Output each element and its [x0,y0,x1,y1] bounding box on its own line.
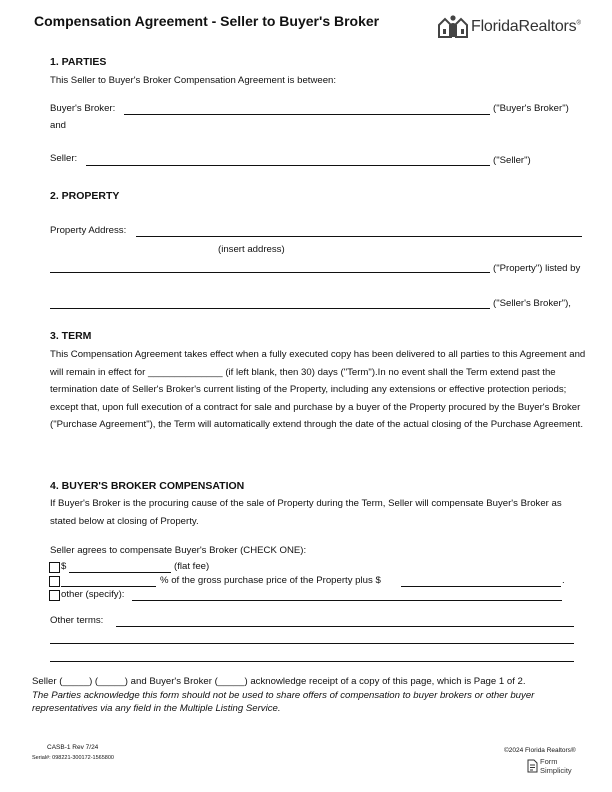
insert-address-hint: (insert address) [218,244,285,255]
buyers-broker-label: Buyer's Broker: [50,103,116,114]
check-one-instructions: Seller agrees to compensate Buyer's Broker (CHECK ONE): [50,545,307,556]
sellers-broker-suffix: ("Seller's Broker"), [493,298,571,309]
plus-amount-field[interactable] [401,586,561,587]
flat-fee-dollar: $ [61,561,67,572]
acknowledgment-line: Seller (_____) (_____) and Buyer's Broker (_____) acknowledge receipt of a copy of this page, which is Page 1 of 2. [32,676,526,687]
section-compensation-heading: 4. BUYER'S BROKER COMPENSATION [50,480,245,492]
property-address-field[interactable] [136,236,582,237]
logo-wordmark: FloridaRealtors [471,18,577,35]
parties-intro: This Seller to Buyer's Broker Compensation Agreement is between: [50,75,337,86]
form-simplicity-simplicity: Simplicity [540,766,572,775]
term-paragraph [50,346,590,434]
form-id: CASB-1 Rev 7/24 [47,744,99,751]
section-parties-heading: 1. PARTIES [50,56,107,68]
term-text-a: This Compensation Agreement takes effect when a fully executed copy has been delivered to all parties to this Agreement and will remain in effect for [50,349,586,378]
percentage-field[interactable] [61,586,156,587]
seller-suffix: ("Seller") [493,155,531,166]
buyers-broker-field[interactable] [124,114,490,115]
flat-fee-label: (flat fee) [174,561,210,572]
buyers-broker-suffix: ("Buyer's Broker") [493,103,569,114]
other-terms-line-3[interactable] [50,661,574,662]
seller-label: Seller: [50,153,78,164]
flat-fee-amount-field[interactable] [69,572,171,573]
property-suffix: ("Property") listed by [493,263,581,274]
term-text-b: (if left blank, then 30) days ("Term").In no event shall the Term extend past the termination date of Seller's Broker's current listing of the Property, including any extensions or effective protection periods; except that, upon full execution of a contract for sale and purchase by a buyer of the Property procured by the Buyer's Broker ("Purchase Agreement"), the Term will automatically extend through the date of the actual closing of the Purchase Agreement. [50,366,583,430]
flat-fee-checkbox[interactable] [49,562,60,573]
percentage-label: % of the gross purchase price of the Property plus $ [160,575,381,586]
property-line-field[interactable] [50,272,490,273]
serial-number: Serial#: 098221-300172-1565800 [32,755,114,761]
houses-people-icon [437,13,469,39]
compensation-paragraph: If Buyer's Broker is the procuring cause of the sale of Property during the Term, Seller will compensate Buyer's Broker as stated below at closing of Property. [50,498,562,527]
form-simplicity-form: Form [540,757,558,766]
logo-registered-mark: ® [576,20,581,27]
property-address-label: Property Address: [50,225,127,236]
seller-field[interactable] [86,165,490,166]
section-term-heading: 3. TERM [50,330,92,342]
other-terms-line-2[interactable] [50,643,574,644]
other-specify-field[interactable] [132,600,562,601]
other-terms-line-1[interactable] [116,626,574,627]
section-property-heading: 2. PROPERTY [50,190,120,202]
page-title: Compensation Agreement - Seller to Buyer's Broker [34,13,380,29]
other-specify-label: other (specify): [61,589,125,600]
mls-disclaimer: The Parties acknowledge this form should not be used to share offers of compensation to buyer brokers or other buyer representatives via any field in the Multiple Listing Service. [32,690,535,714]
form-document-icon [527,759,538,773]
other-terms-label: Other terms: [50,615,104,626]
percentage-period: . [562,575,565,586]
sellers-broker-field[interactable] [50,308,490,309]
percentage-checkbox[interactable] [49,576,60,587]
other-checkbox[interactable] [49,590,60,601]
term-days-field[interactable]: ______________ [147,366,223,378]
copyright: ©2024 Florida Realtors® [504,747,576,754]
form-simplicity-logo [527,757,577,781]
and-text: and [50,120,67,131]
